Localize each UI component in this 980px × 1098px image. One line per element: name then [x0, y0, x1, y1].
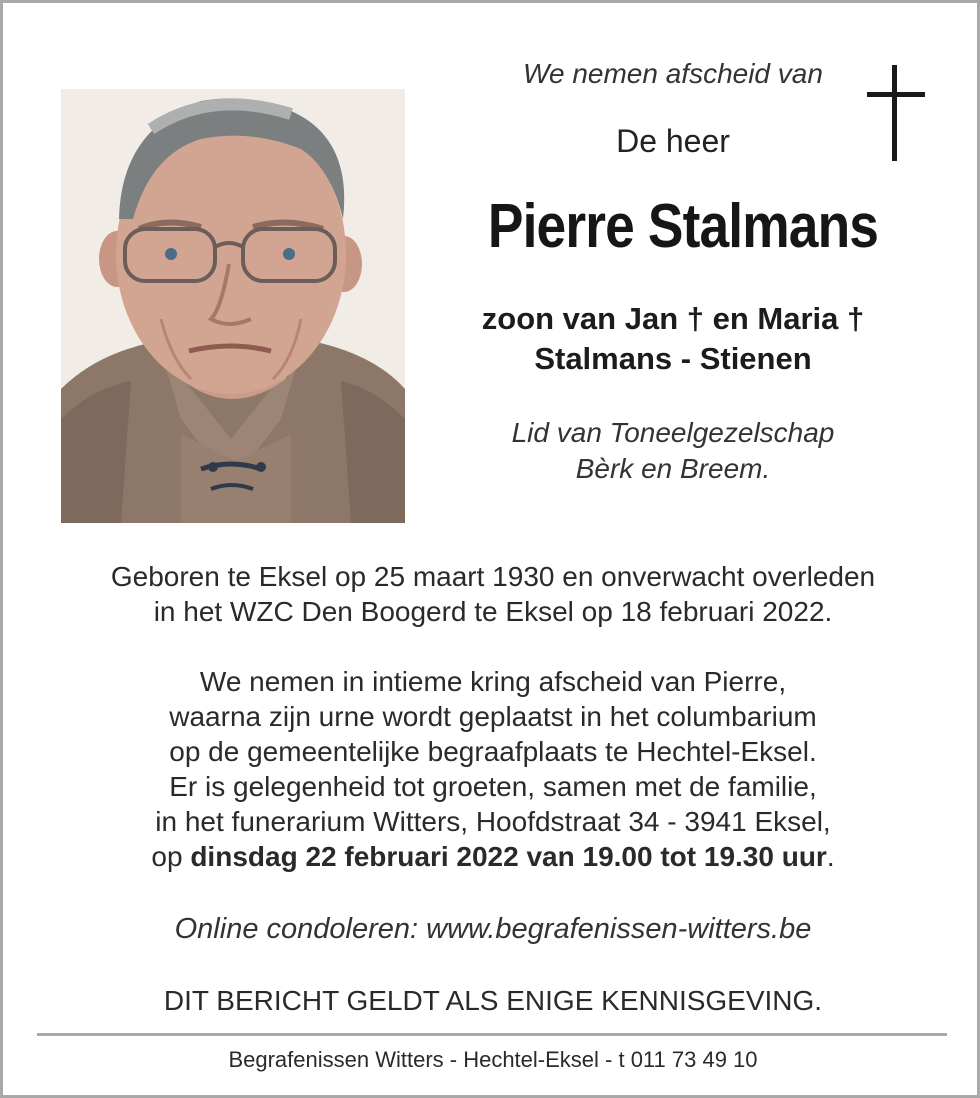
- ceremony-paragraph: [23, 664, 963, 874]
- portrait-photo: [61, 89, 405, 523]
- parents-line: zoon van Jan † en Maria †: [481, 301, 865, 336]
- birth-line: Geboren te Eksel op 25 maart 1930 en onverwacht overleden: [110, 561, 876, 592]
- divider: [37, 1033, 947, 1036]
- ceremony-line: waarna zijn urne wordt geplaatst in het columbarium: [169, 701, 817, 732]
- notice-statement: DIT BERICHT GELDT ALS ENIGE KENNISGEVING.: [163, 985, 823, 1016]
- ceremony-prefix: op: [151, 841, 191, 872]
- ceremony-datetime-line: [23, 839, 963, 874]
- funeral-home-footer: Begrafenissen Witters - Hechtel-Eksel - t 011 73 49 10: [228, 1047, 758, 1072]
- ceremony-line: in het funerarium Witters, Hoofdstraat 34 - 3941 Eksel,: [155, 806, 831, 837]
- membership: [423, 415, 923, 487]
- membership-line: Lid van Toneelgezelschap: [511, 417, 835, 448]
- membership-group: Bèrk en Breem.: [575, 453, 771, 484]
- ceremony-line: op de gemeentelijke begraafplaats te Hechtel-Eksel.: [169, 736, 817, 767]
- intro-text: We nemen afscheid van: [523, 58, 823, 89]
- ceremony-line: We nemen in intieme kring afscheid van Pierre,: [199, 666, 787, 697]
- ceremony-suffix: .: [826, 841, 835, 872]
- birth-death-paragraph: [23, 559, 963, 629]
- parents: [423, 299, 923, 379]
- deceased-name: Pierre Stalmans: [487, 192, 879, 261]
- online-condolence: Online condoleren: www.begrafenissen-witters.be: [174, 913, 812, 945]
- death-line: in het WZC Den Boogerd te Eksel op 18 februari 2022.: [153, 596, 833, 627]
- parents-surnames: Stalmans - Stienen: [534, 341, 812, 376]
- honorific: De heer: [616, 123, 730, 159]
- ceremony-line: Er is gelegenheid tot groeten, samen met de familie,: [169, 771, 817, 802]
- ceremony-datetime: dinsdag 22 februari 2022 van 19.00 tot 19.30 uur: [190, 841, 827, 872]
